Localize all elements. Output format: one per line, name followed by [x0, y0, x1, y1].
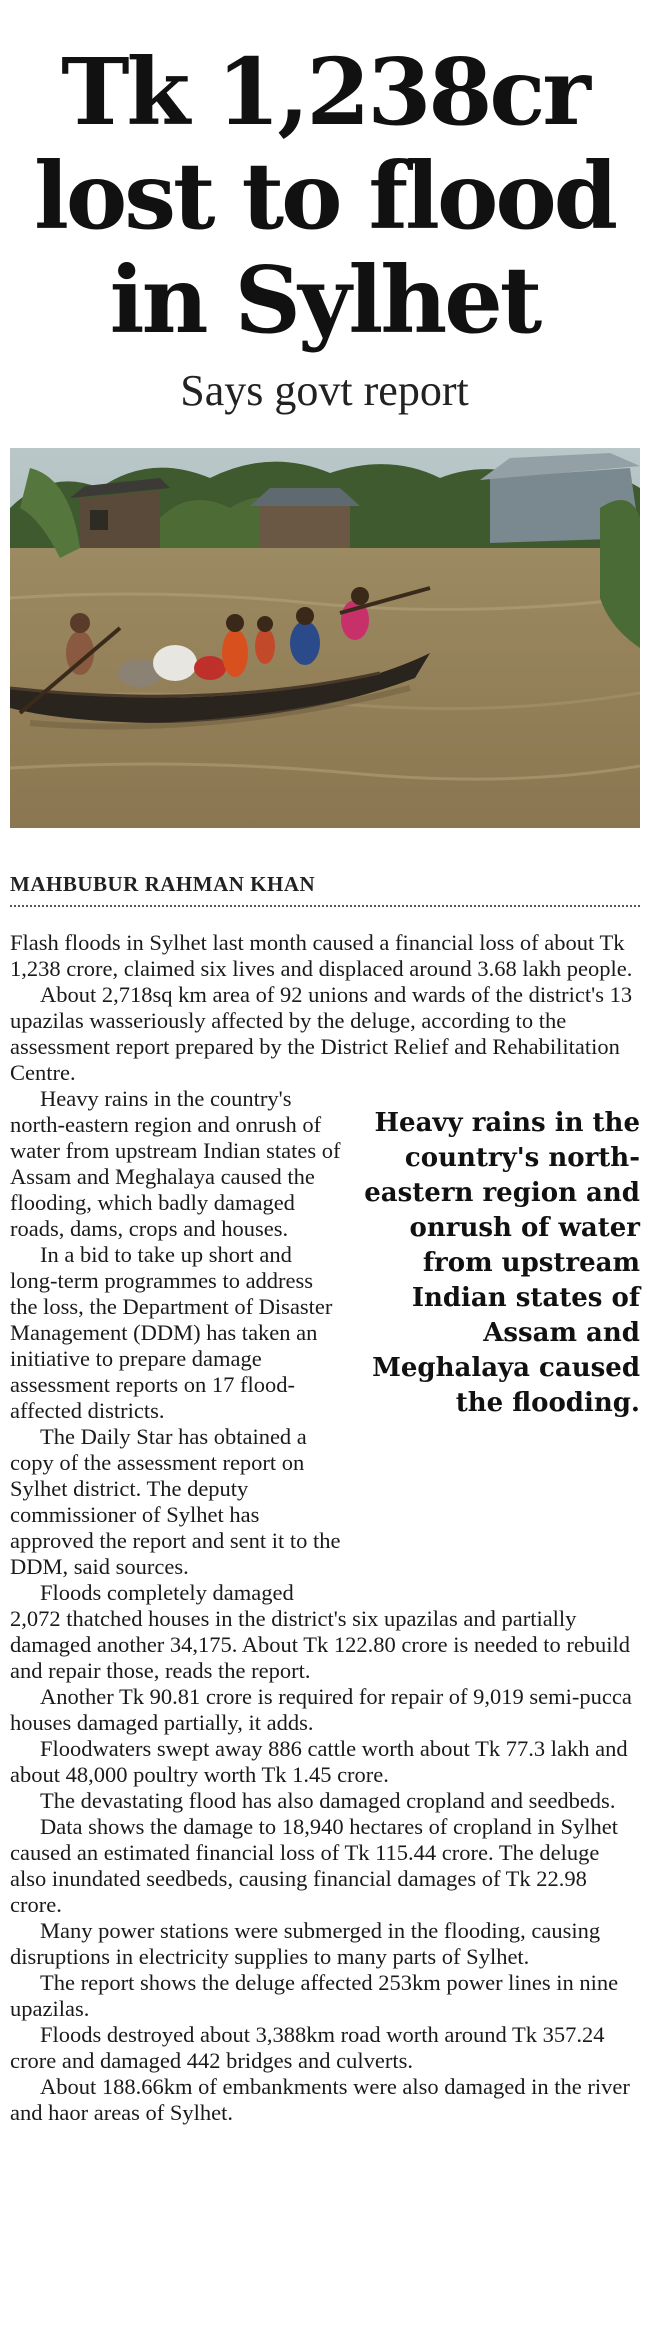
paragraph: Heavy rains in the country's north-eastern region and onrush of water from upstream Indian states of Assam and Meghalaya caused the flooding, which badly damaged roads, dams, crops and houses. [10, 1086, 341, 1241]
paragraph: Another Tk 90.81 crore is required for repair of 9,019 semi-pucca houses damaged partially, it adds. [10, 1684, 632, 1735]
byline: MAHBUBUR RAHMAN KHAN [10, 872, 316, 896]
headline-line-3: in Sylhet [109, 246, 540, 354]
paragraph: The devastating flood has also damaged cropland and seedbeds. [40, 1788, 616, 1813]
article-body [10, 930, 640, 2126]
paragraph: In a bid to take up short and long-term programmes to address the loss, the Department of Disaster Management (DDM) has taken an initiative to prepare damage assessment reports on 17 flood-affected districts. [10, 1242, 333, 1423]
subheadline: Says govt report [180, 366, 469, 415]
paragraph: Floodwaters swept away 886 cattle worth about Tk 77.3 lakh and about 48,000 poultry worth Tk 1.45 crore. [10, 1736, 628, 1787]
paragraph: Data shows the damage to 18,940 hectares of cropland in Sylhet caused an estimated financial loss of Tk 115.44 crore. The deluge also inundated seedbeds, causing financial damages of Tk 22.98 crore. [10, 1814, 618, 1917]
byline-divider [10, 905, 640, 907]
paragraph: Floods completely damaged 2,072 thatched houses in the district's six upazilas and partially damaged another 34,175. About Tk 122.80 crore is needed to rebuild and repair those, reads the report. [10, 1580, 631, 1683]
headline-line-1: Tk 1,238cr [61, 38, 588, 146]
paragraph: Flash floods in Sylhet last month caused a financial loss of about Tk 1,238 crore, claimed six lives and displaced around 3.68 lakh people. [10, 930, 633, 981]
flood-photo [10, 448, 640, 828]
paragraph: About 2,718sq km area of 92 unions and wards of the district's 13 upazilas wasseriously affected by the deluge, according to the assessment report prepared by the District Relief and Rehabilitation Centre. [10, 982, 633, 1085]
paragraph: The report shows the deluge affected 253km power lines in nine upazilas. [10, 1970, 619, 2021]
headline-line-2: lost to flood [33, 142, 616, 250]
paragraph: Many power stations were submerged in the flooding, causing disruptions in electricity supplies to many parts of Sylhet. [10, 1918, 601, 1969]
paragraph: About 188.66km of embankments were also damaged in the river and haor areas of Sylhet. [10, 2074, 630, 2125]
headline [0, 40, 649, 352]
paragraph: Floods destroyed about 3,388km road worth around Tk 357.24 crore and damaged 442 bridges and culverts. [10, 2022, 605, 2073]
flood-boat-illustration [10, 448, 640, 828]
paragraph: The Daily Star has obtained a copy of the assessment report on Sylhet district. The deputy commissioner of Sylhet has approved the report and sent it to the DDM, said sources. [10, 1424, 341, 1579]
pull-quote: Heavy rains in the country's north-eastern region and onrush of water from upstream Indian states of Assam and Meghalaya caused the flooding. [364, 1108, 640, 1418]
